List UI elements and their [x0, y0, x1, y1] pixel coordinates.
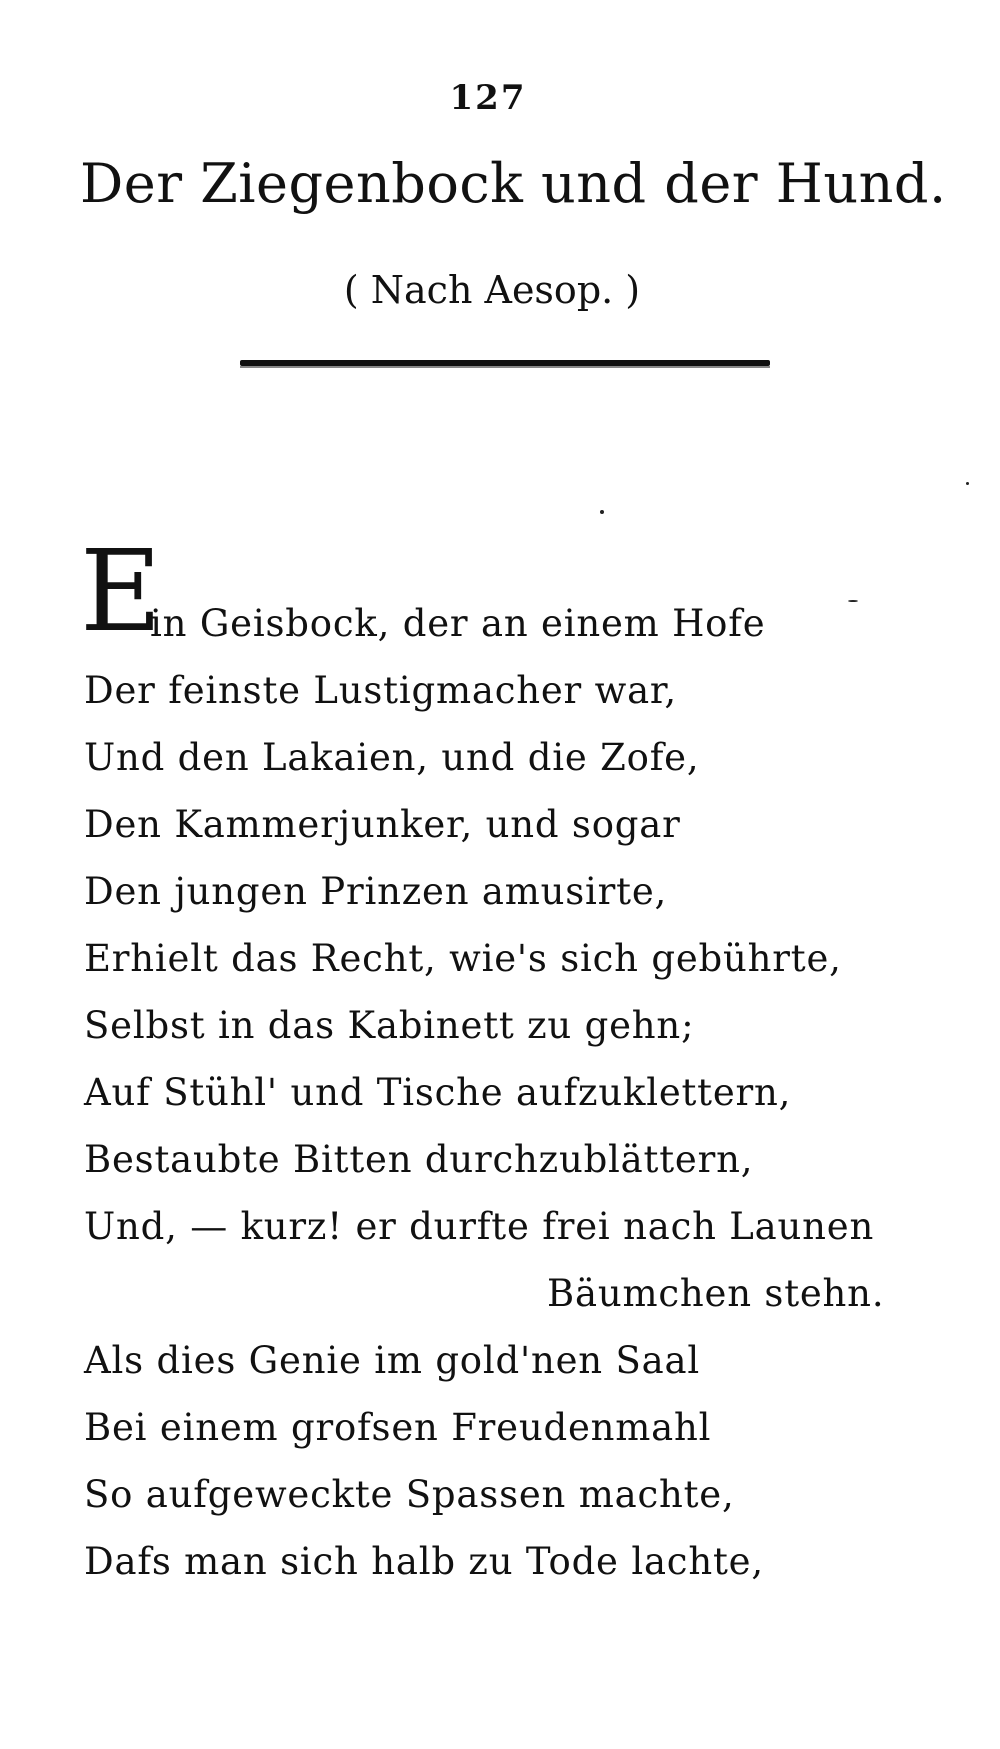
drop-cap: E — [80, 527, 163, 657]
poem-body — [80, 527, 964, 1595]
poem-line: Bestaubte Bitten durchzublättern, — [84, 1138, 754, 1181]
poem-line: So aufgeweckte Spassen machte, — [84, 1473, 735, 1516]
decorative-rule — [240, 360, 770, 366]
poem-title: Der Ziegenbock und der Hund. — [80, 152, 947, 215]
poem-line: Den Kammerjunker, und sogar — [84, 803, 681, 846]
poem-line-continuation: Bäumchen stehn. — [547, 1272, 885, 1315]
poem-line: Als dies Genie im gold'nen Saal — [84, 1339, 700, 1382]
page-number: 127 — [449, 78, 527, 118]
poem-line-text: in Geisbock, der an einem Hofe — [150, 602, 766, 645]
poem-line: Der feinste Lustigmacher war, — [84, 669, 677, 712]
speck-mark — [600, 510, 604, 514]
poem-subtitle: ( Nach Aesop. ) — [343, 268, 641, 312]
poem-line: Auf Stühl' und Tische aufzuklettern, — [84, 1071, 792, 1114]
poem-line: Bei einem grofsen Freudenmahl — [84, 1406, 712, 1449]
poem-line: Dafs man sich halb zu Tode lachte, — [84, 1540, 764, 1583]
poem-line: Den jungen Prinzen amusirte, — [84, 870, 668, 913]
poem-line: Selbst in das Kabinett zu gehn; — [84, 1004, 695, 1047]
poem-line: Und, — kurz! er durfte frei nach Launen — [84, 1205, 875, 1248]
poem-line: Und den Lakaien, und die Zofe, — [84, 736, 700, 779]
poem-line: Erhielt das Recht, wie's sich gebührte, — [84, 937, 842, 980]
speck-mark — [966, 482, 969, 485]
poem-line — [80, 527, 964, 657]
